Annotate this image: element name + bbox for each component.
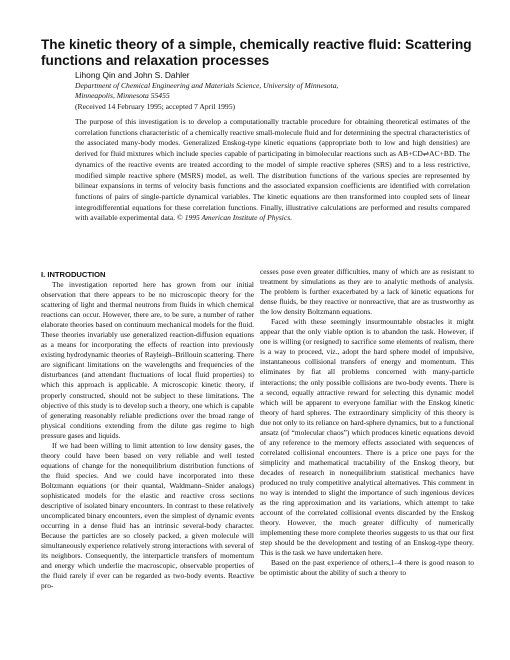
- paragraph: Based on the past experience of others,1–4 there is good reason to be optimistic about the ability of such a theory to: [260, 558, 474, 578]
- author-list: Lihong Qin and John S. Dahler: [75, 70, 190, 80]
- paragraph: If we had been willing to limit attention to low density gases, the theory could have been based on very reliable and well tested equations of change for the nonequilibrium distribution functions of the fluid species. And we could have incorporated into these Boltzmann equations (or their quantal, Waldmann–Snider analogs) sophisticated models for the elastic and reactive cross sections descriptive of isolated binary encounters. In contrast to these relatively uncomplicated binary encounters, even the simplest of dynamic events occurring in a dense fluid has an intrinsic several-body character. Because the particles are so closely packed, a given molecule will simultaneously experience relatively strong interactions with several of its neighbors. Consequently, the interparticle transfers of momentum and energy which underlie the macroscopic, observable properties of the fluid rarely if ever can be regarded as two-body events. Reactive pro-: [41, 440, 254, 591]
- article-title: The kinetic theory of a simple, chemically reactive fluid: Scattering functions and relaxation processes: [41, 37, 472, 68]
- body-column-right: [260, 267, 474, 578]
- abstract-copyright: 1995 American Institute of Physics.: [184, 213, 293, 223]
- abstract: [75, 117, 470, 224]
- paragraph: Faced with these seemingly insurmountable obstacles it might appear that the only viable option is to abandon the task. However, if one is willing (or resigned) to sacrifice some elements of realism, there is a way to proceed, viz., adopt the hard sphere model of impulsive, instantaneous collisional transfers of energy and momentum. This eliminates by fiat all problems concerned with many-particle interactions; the only possible collisions are two-body events. There is a second, equally attractive reward for selecting this dynamic model which will be apparent to everyone familiar with the Enskog kinetic theory of hard spheres. The extraordinary simplicity of this theory is due not only to its reliance on hard-sphere dynamics, but to a functional ansatz (of “molecular chaos”) which produces kinetic equations devoid of any reference to the memory effects associated with sequences of correlated collisional encounters. There is a price one pays for the simplicity and mathematical tractability of the Enskog theory, but decades of research in nonequilibrium statistical mechanics have produced no truly competitive analytical alternatives. This comment in no way is intended to slight the importance of such ingenious devices as the ring approximation and its variations, which attempt to take account of the correlated collisional events discarded by the Enskog theory. However, the much greater difficulty of numerically implementing these more complete theories suggests to us that our first step should be the development and testing of an Enskog-type theory. This is the task we have undertaken here.: [260, 317, 474, 558]
- received-dates: (Received 14 February 1995; accepted 7 April 1995): [75, 102, 236, 111]
- body-column-left: [41, 270, 254, 591]
- author-affiliation: Department of Chemical Engineering and Materials Science, University of Minnesota, Minneapolis, Minnesota 55455: [75, 81, 339, 100]
- paragraph: The investigation reported here has grown from our initial observation that there appears to be no microscopic theory for the scattering of light and thermal neutrons from fluids in which chemical reactions can occur. However, there are, to be sure, a number of rather elaborate theories based on continuum mechanical models for the fluid. These theories invariably use generalized reaction-diffusion equations as a means for incorporating the effects of reaction into previously existing hydrodynamic theories of Rayleigh–Brillouin scattering. There are significant limitations on the wavelengths and frequencies of the disturbances (and attendant fluctuations of local fluid properties) to which this approach is applicable. A microscopic kinetic theory, if properly constructed, should not be subject to these limitations. The objective of this study is to develop such a theory, one which is capable of generating reasonably reliable predictions over the broad range of physical conditions extending from the dilute gas regime to high pressure gases and liquids.: [41, 280, 254, 440]
- section-heading: I. INTRODUCTION: [41, 270, 106, 279]
- abstract-body: The purpose of this investigation is to develop a computationally tractable procedure for obtaining theoretical estimates of the correlation functions characteristic of a chemically reactive small-molecule fluid and for determining the spectral characteristics of the associated many-body modes. Generalized Enskog-type kinetic equations (appropriate both to low and high densities) are derived for fluid mixtures which include species capable of participating in bimolecular reactions such as AB+CD⇌AC+BD. The dynamics of the reactive events are treated according to the model of simple reactive spheres (SRS) and to a less restrictive, modified simple reactive sphere (MSRS) model, as well. The distribution functions of the various species are represented by bilinear expansions in terms of velocity basis functions and the associated expansion coefficients are identified with correlation functions of pairs of single-particle dynamical variables. The kinetic equations are then transformed into coupled sets of linear integrodifferential equations for these correlation functions. Finally, illustrative calculations are performed and results compared with available experimental data. ©: [75, 117, 470, 223]
- paragraph: cesses pose even greater difficulties, many of which are as resistant to treatment by simulations as they are to analytic methods of analysis. The problem is further exacerbated by a lack of kinetic equations for dense fluids, be they reactive or nonreactive, that are as trustworthy as the low density Boltzmann equations.: [260, 267, 474, 317]
